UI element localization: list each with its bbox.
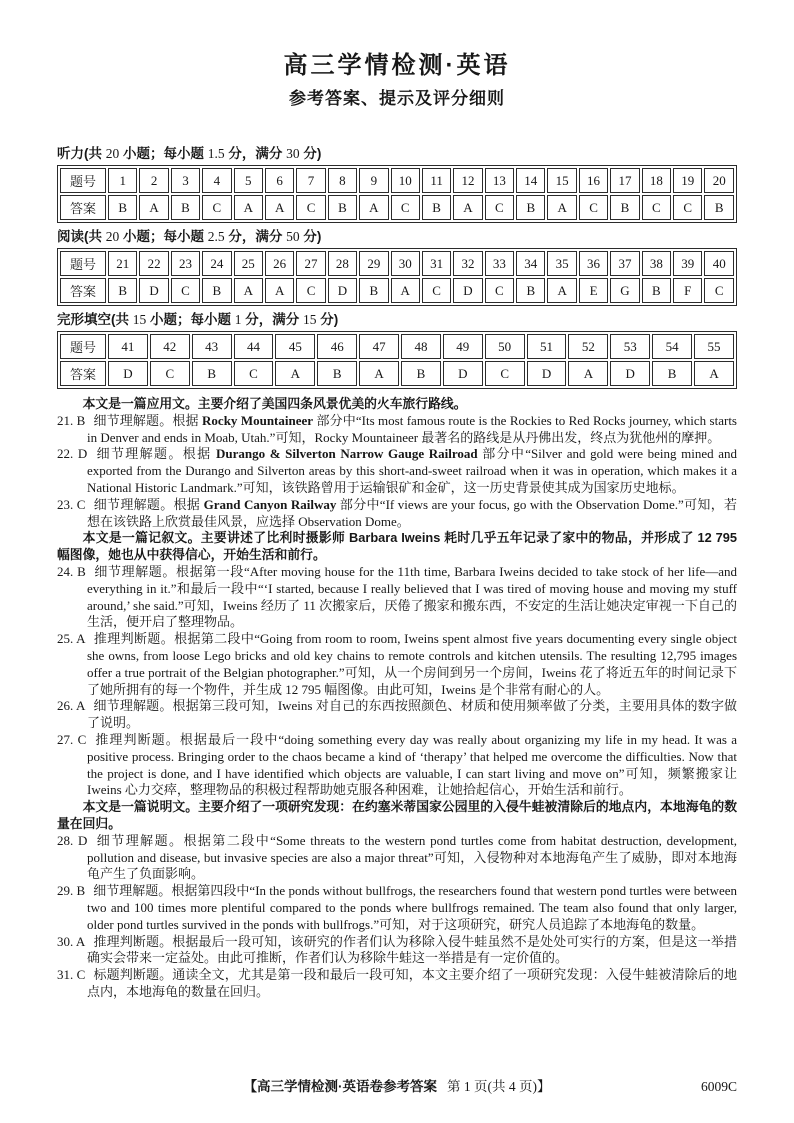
explanation-text: 细节理解题。根据第三段可知，Iweins 对自己的东西按照颜色、材质和使用频率做了分类，主要用具体的数字做了说明。 xyxy=(87,698,737,731)
question-number-cell: 46 xyxy=(317,334,357,359)
answer-letter-cell: A xyxy=(694,361,734,386)
question-number-cell: 32 xyxy=(453,251,482,276)
heading-text: 完形填空(共 xyxy=(57,312,133,327)
answer-letter-cell: B xyxy=(704,195,734,220)
heading-text: 小题；每小题 xyxy=(146,312,235,327)
passage-summary: 本文是一篇应用文。主要介绍了美国四条风景优美的火车旅行路线。 xyxy=(82,396,467,411)
explanation-item-31 xyxy=(57,967,737,1001)
answer-letter-cell: C xyxy=(391,195,420,220)
answer-letter-cell: A xyxy=(547,278,576,303)
answer-letter-cell: C xyxy=(673,195,702,220)
answer-letter-cell: B xyxy=(652,361,692,386)
explanation-item-30 xyxy=(57,934,737,968)
question-number-cell: 9 xyxy=(359,168,388,193)
heading-number: 20 xyxy=(105,146,120,161)
question-number-cell: 53 xyxy=(610,334,650,359)
question-number-cell: 43 xyxy=(192,334,232,359)
explanation-text: 细节理解题。根据第二段中“Some threats to the western pond turtles come from habitat destruction, development, pollution and disease, but invasive species are also a major threat”可知，入侵物种对本地海龟产生了威胁，即对本地海龟产生了负面影响。 xyxy=(87,832,738,882)
answer-letter-cell: D xyxy=(108,361,148,386)
question-number-and-answer: 31. C xyxy=(57,967,86,983)
answer-letter-cell: B xyxy=(317,361,357,386)
answer-sections xyxy=(57,146,737,389)
heading-text: 小题；每小题 xyxy=(119,146,208,161)
heading-number: 1.5 xyxy=(207,146,225,161)
question-number-and-answer: 26. A xyxy=(57,698,86,714)
answer-letter-cell: D xyxy=(328,278,357,303)
answer-letter-cell: B xyxy=(516,195,545,220)
question-number-cell: 42 xyxy=(150,334,190,359)
row-header-cell: 题号 xyxy=(60,251,106,276)
explanation-item-22 xyxy=(57,446,737,496)
page-footer xyxy=(57,1078,737,1096)
footer-paper-title: 【高三学情检测·英语卷参考答案 xyxy=(243,1079,437,1094)
question-number-cell: 6 xyxy=(265,168,294,193)
heading-text: 分，满分 xyxy=(241,312,304,327)
answer-letter-cell: B xyxy=(359,278,388,303)
answer-letter-cell: C xyxy=(485,195,514,220)
question-number-cell: 47 xyxy=(359,334,399,359)
answer-letter-cell: B xyxy=(192,361,232,386)
explanation-item-26 xyxy=(57,698,737,732)
explanation-item-24 xyxy=(57,564,737,631)
footer-caption xyxy=(57,1078,737,1096)
question-number-cell: 11 xyxy=(422,168,451,193)
question-number-cell: 8 xyxy=(328,168,357,193)
explanation-text: 细节理解题。根据 xyxy=(93,412,203,428)
question-number-cell: 22 xyxy=(139,251,168,276)
footer-page-number: 第 1 页(共 4 页)】 xyxy=(447,1079,551,1094)
answer-letter-cell: A xyxy=(453,195,482,220)
row-header-cell: 题号 xyxy=(60,334,106,359)
question-number-and-answer: 28. D xyxy=(57,832,88,848)
question-number-and-answer: 21. B xyxy=(57,412,86,428)
answer-letter-cell: C xyxy=(485,361,525,386)
question-number-cell: 20 xyxy=(704,168,734,193)
answer-letter-cell: B xyxy=(108,195,137,220)
answer-letter-cell: A xyxy=(139,195,168,220)
question-number-cell: 19 xyxy=(673,168,702,193)
bold-term: Grand Canyon Railway xyxy=(203,496,337,512)
answer-letter-cell: B xyxy=(328,195,357,220)
answer-letter-cell: A xyxy=(234,195,263,220)
explanation-text: 细节理解题。根据 xyxy=(95,446,217,462)
question-number-cell: 29 xyxy=(359,251,388,276)
bold-term: Rocky Mountaineer xyxy=(202,412,314,428)
heading-number: 20 xyxy=(105,229,120,244)
page-subtitle: 参考答案、提示及评分细则 xyxy=(289,89,505,108)
bold-term: Durango & Silverton Narrow Gauge Railroad xyxy=(216,446,478,462)
question-number-cell: 39 xyxy=(673,251,702,276)
question-number-and-answer: 30. A xyxy=(57,933,86,949)
explanations-block xyxy=(57,396,737,1001)
answer-letter-cell: C xyxy=(171,278,200,303)
explanation-text: 部分中“Its most famous route is the Rockies to Red Rocks journey, which starts in Denver and ends in Moab, Utah.”可知，Rocky Mountaineer 最著名的路线是从丹佛出发，终点为犹他州的摩押。 xyxy=(87,412,737,445)
table-row xyxy=(60,251,734,276)
answer-letter-cell: D xyxy=(527,361,567,386)
question-number-cell: 40 xyxy=(704,251,734,276)
question-number-and-answer: 24. B xyxy=(57,563,86,579)
answer-table-cloze xyxy=(57,331,737,389)
answer-letter-cell: B xyxy=(108,278,137,303)
table-row xyxy=(60,195,734,220)
answer-letter-cell: A xyxy=(359,195,388,220)
answer-letter-cell: D xyxy=(610,361,650,386)
paper-code: 6009C xyxy=(700,1079,737,1094)
table-row xyxy=(60,278,734,303)
question-number-cell: 48 xyxy=(401,334,441,359)
explanation-item-25 xyxy=(57,631,737,698)
question-number-cell: 31 xyxy=(422,251,451,276)
question-number-cell: 38 xyxy=(642,251,671,276)
answer-letter-cell: E xyxy=(579,278,608,303)
answer-letter-cell: B xyxy=(642,278,671,303)
heading-text: 分，满分 xyxy=(224,146,287,161)
question-number-cell: 10 xyxy=(391,168,420,193)
answer-letter-cell: C xyxy=(422,278,451,303)
explanation-text: 标题判断题。通读全文，尤其是第一段和最后一段可知，本文主要介绍了一项研究发现：入侵牛蛙被清除后的地点内，本地海龟的数量在回归。 xyxy=(87,967,737,999)
question-number-cell: 52 xyxy=(568,334,608,359)
answer-letter-cell: A xyxy=(359,361,399,386)
explanation-item-23 xyxy=(57,497,737,531)
question-number-cell: 2 xyxy=(139,168,168,193)
row-header-cell: 答案 xyxy=(60,361,106,386)
question-number-cell: 12 xyxy=(453,168,482,193)
question-number-cell: 35 xyxy=(547,251,576,276)
answer-letter-cell: A xyxy=(391,278,420,303)
explanation-item-21 xyxy=(57,413,737,447)
row-header-cell: 答案 xyxy=(60,195,106,220)
answer-letter-cell: F xyxy=(673,278,702,303)
heading-text: 分) xyxy=(299,146,322,161)
heading-number: 1 xyxy=(234,312,242,327)
answer-letter-cell: C xyxy=(704,278,734,303)
question-number-cell: 24 xyxy=(202,251,231,276)
answer-letter-cell: B xyxy=(171,195,200,220)
row-header-cell: 题号 xyxy=(60,168,106,193)
question-number-cell: 13 xyxy=(485,168,514,193)
heading-text: 小题；每小题 xyxy=(119,229,208,244)
section-heading-cloze xyxy=(57,312,737,328)
question-number-cell: 15 xyxy=(547,168,576,193)
answer-table-listening xyxy=(57,165,737,223)
question-number-cell: 41 xyxy=(108,334,148,359)
answer-letter-cell: C xyxy=(296,278,325,303)
answer-letter-cell: C xyxy=(579,195,608,220)
section-heading-listening xyxy=(57,146,737,162)
answer-letter-cell: B xyxy=(516,278,545,303)
answer-letter-cell: C xyxy=(150,361,190,386)
answer-letter-cell: A xyxy=(275,361,315,386)
row-header-cell: 答案 xyxy=(60,278,106,303)
question-number-and-answer: 27. C xyxy=(57,731,87,747)
heading-text: 听力(共 xyxy=(57,146,106,161)
answer-letter-cell: B xyxy=(610,195,639,220)
question-number-and-answer: 22. D xyxy=(57,446,88,462)
heading-text: 分) xyxy=(316,312,339,327)
question-number-cell: 33 xyxy=(485,251,514,276)
table-row xyxy=(60,361,734,386)
page-title: 高三学情检测·英语 xyxy=(283,52,511,79)
question-number-cell: 25 xyxy=(234,251,263,276)
table-row xyxy=(60,168,734,193)
explanation-text: 部分中“Silver and gold were being mined and exported from the Durango and Silverton areas by this short-and-sweet railroad when it was in operation, which makes it a National Historic Landmark.”可知，该铁路曾用于运输银矿和金矿，这一历史背景使其成为国家历史地标。 xyxy=(87,446,738,495)
answer-letter-cell: B xyxy=(202,278,231,303)
heading-number: 15 xyxy=(132,312,147,327)
explanation-text: 细节理解题。根据第四段中“In the ponds without bullfrogs, the researchers found that western pond turtles were between two and 100 times more plentiful compared to the ponds where bullfrogs remained. The team also found that only larger, older pond turtles survived in the ponds with bullfrogs.”可知，对于这项研究，研究人员追踪了本地海龟的数量。 xyxy=(87,883,738,932)
question-number-cell: 4 xyxy=(202,168,231,193)
explanation-text: 推理判断题。根据最后一段可知，该研究的作者们认为移除入侵牛蛙虽然不是处处可实行的方案，但是这一举措确实会带来一定益处。由此可推断，作者们认为移除牛蛙这一举措是有一定价值的。 xyxy=(87,933,737,966)
question-number-cell: 21 xyxy=(108,251,137,276)
answer-letter-cell: A xyxy=(265,195,294,220)
question-number-cell: 7 xyxy=(296,168,325,193)
question-number-cell: 50 xyxy=(485,334,525,359)
question-number-cell: 45 xyxy=(275,334,315,359)
explanation-item-27 xyxy=(57,732,737,799)
question-number-cell: 14 xyxy=(516,168,545,193)
question-number-cell: 44 xyxy=(234,334,274,359)
answer-letter-cell: C xyxy=(234,361,274,386)
question-number-cell: 37 xyxy=(610,251,639,276)
answer-letter-cell: D xyxy=(443,361,483,386)
question-number-and-answer: 23. C xyxy=(57,496,86,512)
question-number-cell: 26 xyxy=(265,251,294,276)
answer-letter-cell: C xyxy=(642,195,671,220)
explanation-text: 部分中“If views are your focus, go with the Observation Dome.”可知，若想在该铁路上欣赏最佳风景，应选择 Observation Dome。 xyxy=(87,496,737,529)
answer-letter-cell: C xyxy=(485,278,514,303)
answer-letter-cell: C xyxy=(202,195,231,220)
explanation-text: 推理判断题。根据第二段中“Going from room to room, Iweins spent almost five years documenting every single object she owns, from loose Lego bricks and old key chains to remote controls and kitchen utensils. The resulting 12,795 images offer a true portrait of the Belgian photographer.”可知，从一个房间到另一个房间，Iweins 花了将近五年的时间记录下了她所拥有的每一个物件，并生成 12 795 幅图像。由此可知，Iweins 是个非常有耐心的人。 xyxy=(87,631,738,697)
question-number-cell: 34 xyxy=(516,251,545,276)
answer-letter-cell: D xyxy=(139,278,168,303)
question-number-and-answer: 25. A xyxy=(57,631,86,647)
question-number-cell: 51 xyxy=(527,334,567,359)
table-row xyxy=(60,334,734,359)
question-number-cell: 17 xyxy=(610,168,639,193)
question-number-cell: 5 xyxy=(234,168,263,193)
heading-number: 30 xyxy=(286,146,300,161)
passage-summary: 本文是一篇说明文。主要介绍了一项研究发现：在约塞米蒂国家公园里的入侵牛蛙被清除后的地点内，本地海龟的数量在回归。 xyxy=(57,799,737,831)
answer-letter-cell: C xyxy=(296,195,325,220)
answer-letter-cell: B xyxy=(401,361,441,386)
explanation-text: 细节理解题。根据 xyxy=(93,496,204,512)
answer-letter-cell: B xyxy=(422,195,451,220)
explanation-item-28 xyxy=(57,833,737,883)
question-number-cell: 3 xyxy=(171,168,200,193)
answer-letter-cell: A xyxy=(234,278,263,303)
question-number-cell: 49 xyxy=(443,334,483,359)
explanation-text: 细节理解题。根据第一段“After moving house for the 11th time, Barbara Iweins decided to take stock of her life—and everything in it.”和最后一段中“‘I started, because I really believed that I was tired of moving house and moving my stuff around,’ she said.”可知，Iweins 经历了 11 次搬家后，厌倦了搬家和搬东西，不安定的生活让她决定审视一下自己的生活，便开启了整理物品。 xyxy=(87,563,737,630)
explanation-text: 推理判断题。根据最后一段中“doing something every day was really about organizing my life in my head. It was a positive process. Bringing order to the chaos became a kind of ‘therapy’ that helped me overcome the difficulties. Now that the project is done, and I have identified which objects are valuable, I can start living and move on”可知，频繁搬家让 Iweins 心力交瘁，整理物品的积极过程帮助她克服各种困难，让她拾起信心，开始生活和前行。 xyxy=(87,731,737,798)
heading-number: 50 xyxy=(286,229,300,244)
question-number-and-answer: 29. B xyxy=(57,883,86,899)
question-number-cell: 1 xyxy=(108,168,137,193)
answer-letter-cell: A xyxy=(568,361,608,386)
question-number-cell: 30 xyxy=(391,251,420,276)
question-number-cell: 23 xyxy=(171,251,200,276)
passage-summary: 本文是一篇记叙文。主要讲述了比利时摄影师 Barbara Iweins 耗时几乎五年记录了家中的物品，并形成了 12 795 幅图像，她也从中获得信心，开始生活和前行。 xyxy=(57,530,737,563)
answer-table-reading xyxy=(57,248,737,306)
answer-letter-cell: D xyxy=(453,278,482,303)
question-number-cell: 55 xyxy=(694,334,734,359)
answer-letter-cell: A xyxy=(265,278,294,303)
heading-number: 2.5 xyxy=(207,229,225,244)
question-number-cell: 28 xyxy=(328,251,357,276)
question-number-cell: 27 xyxy=(296,251,325,276)
question-number-cell: 18 xyxy=(642,168,671,193)
heading-text: 分，满分 xyxy=(224,229,287,244)
section-heading-reading xyxy=(57,229,737,245)
question-number-cell: 36 xyxy=(579,251,608,276)
question-number-cell: 54 xyxy=(652,334,692,359)
heading-number: 15 xyxy=(303,312,317,327)
question-number-cell: 16 xyxy=(579,168,608,193)
heading-text: 阅读(共 xyxy=(57,229,106,244)
answer-letter-cell: A xyxy=(547,195,576,220)
heading-text: 分) xyxy=(299,229,322,244)
explanation-item-29 xyxy=(57,883,737,933)
answer-letter-cell: G xyxy=(610,278,639,303)
